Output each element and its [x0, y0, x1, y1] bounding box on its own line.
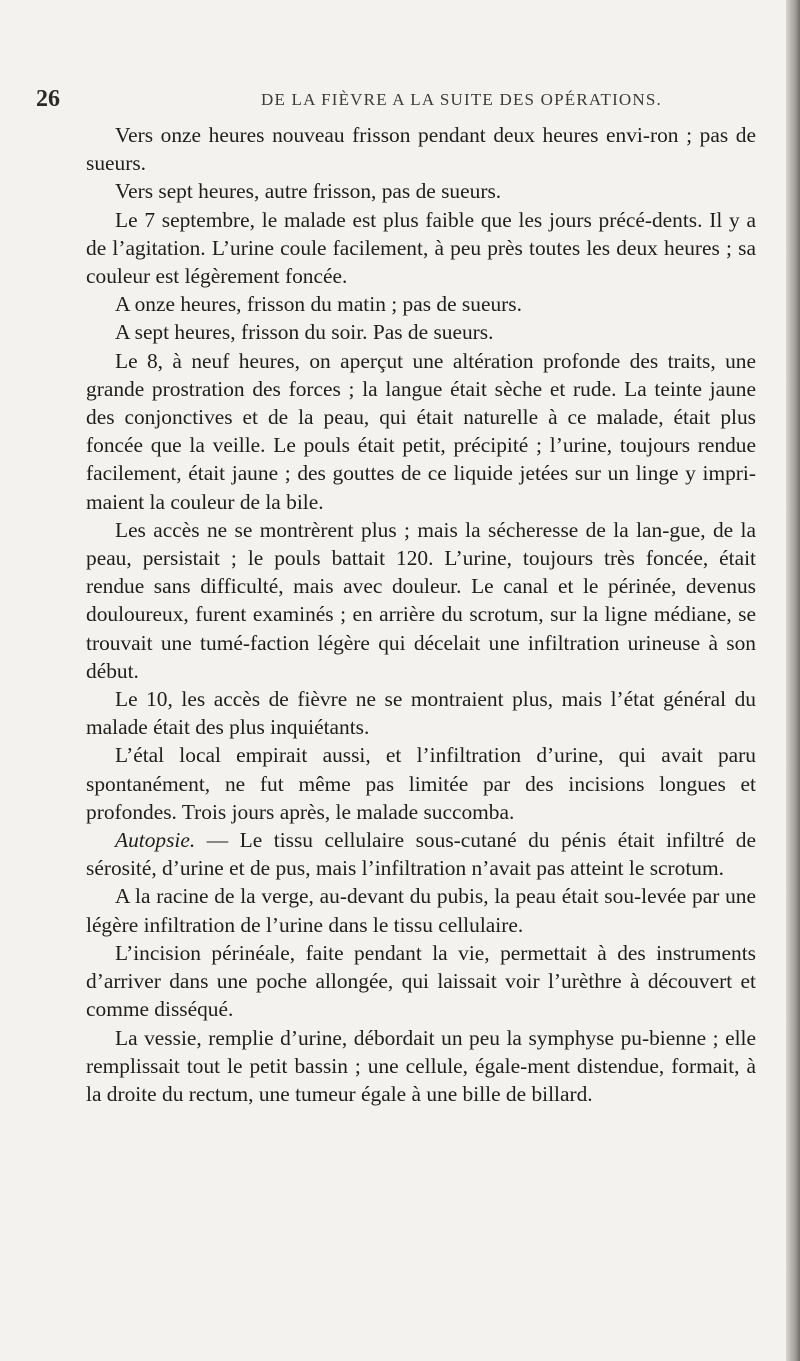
- paragraph: Le 10, les accès de fièvre ne se montraient plus, mais l’état général du malade était des plus inquiétants.: [86, 687, 756, 740]
- paragraph: A onze heures, frisson du matin ; pas de sueurs.: [115, 292, 522, 317]
- body-text: [86, 121, 756, 1108]
- page-number: 26: [36, 86, 60, 112]
- paragraph: Vers onze heures nouveau frisson pendant deux heures envi-ron ; pas de sueurs.: [86, 123, 756, 176]
- page-header: [36, 86, 716, 116]
- paragraph: Le 7 septembre, le malade est plus faible que les jours précé-dents. Il y a de l’agitation. L’urine coule facilement, à peu près toutes les deux heures ; sa couleur est légèrement foncée.: [86, 207, 756, 289]
- autopsy-label: Autopsie.: [115, 828, 196, 853]
- paragraph: A la racine de la verge, au-devant du pubis, la peau était sou-levée par une légère infiltration de l’urine dans le tissu cellulaire.: [86, 884, 756, 937]
- paragraph: L’étal local empirait aussi, et l’infiltration d’urine, qui avait paru spontanément, ne fut même pas limitée par des incisions longues et profondes. Trois jours après, le malade succomba.: [86, 743, 756, 824]
- paragraph: L’incision périnéale, faite pendant la vie, permettait à des instruments d’arriver dans une poche allongée, qui laissait voir l’urèthre à découvert et comme disséqué.: [86, 940, 756, 1022]
- running-title: DE LA FIÈVRE A LA SUITE DES OPÉRATIONS.: [261, 90, 662, 109]
- paragraph: A sept heures, frisson du soir. Pas de sueurs.: [115, 320, 494, 345]
- paragraph: Vers sept heures, autre frisson, pas de sueurs.: [115, 179, 502, 204]
- autopsy-paragraph: [86, 826, 756, 882]
- autopsy-text: — Le tissu cellulaire sous-cutané du pénis était infiltré de sérosité, d’urine et de pus, mais l’infiltration n’avait pas atteint le scrotum.: [86, 828, 756, 881]
- paragraph: Les accès ne se montrèrent plus ; mais la sécheresse de la lan-gue, de la peau, persistait ; le pouls battait 120. L’urine, toujours très foncée, était rendue sans difficulté, mais avec douleur. Le canal et le périnée, devenus douloureux, furent examinés ; en arrière du scrotum, sur la ligne médiane, se trouvait une tumé-faction légère qui décelait une infiltration urineuse à son début.: [86, 517, 756, 683]
- paragraph: La vessie, remplie d’urine, débordait un peu la symphyse pu-bienne ; elle remplissait tout le petit bassin ; une cellule, égale-ment distendue, formait, à la droite du rectum, une tumeur égale à une bille de billard.: [86, 1025, 756, 1106]
- paragraph: Le 8, à neuf heures, on aperçut une altération profonde des traits, une grande prostration des forces ; la langue était sèche et rude. La teinte jaune des conjonctives et de la peau, qui était naturelle à ce malade, était plus foncée que la veille. Le pouls était petit, précipité ; l’urine, toujours rendue facilement, était jaune ; des gouttes de ce liquide jetées sur un linge y impri-maient la couleur de la bile.: [86, 348, 756, 514]
